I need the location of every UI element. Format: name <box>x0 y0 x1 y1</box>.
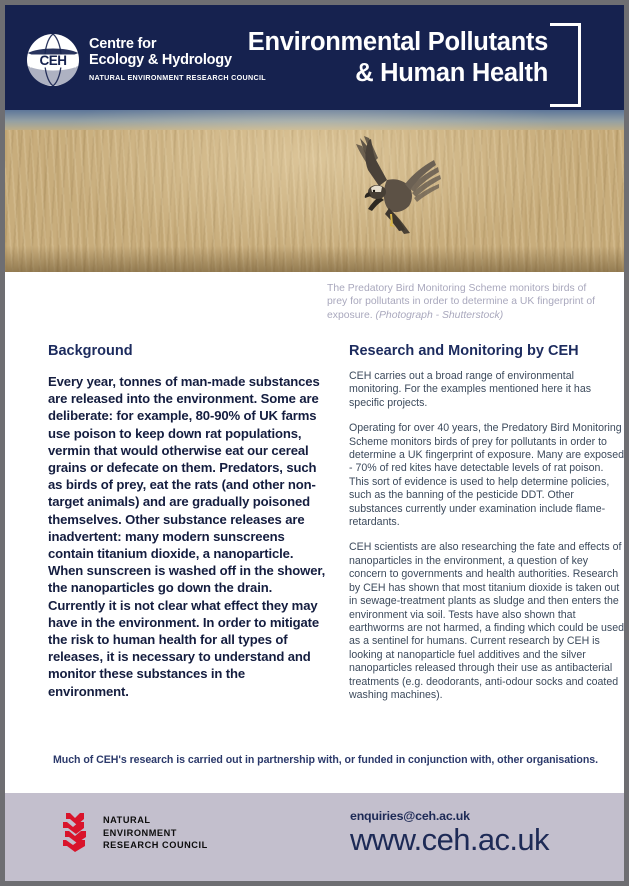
ceh-globe-icon <box>26 33 80 87</box>
nerc-line1: NATURAL <box>103 815 151 826</box>
page-title-line1: Environmental Pollutants <box>247 28 548 56</box>
research-body <box>349 370 624 702</box>
nerc-line3: RESEARCH COUNCIL <box>103 840 208 851</box>
research-column <box>349 343 624 702</box>
photo-caption-text: The Predatory Bird Monitoring Scheme monitors birds of prey for pollutants in order to determine a UK fingerprint of exposure. <box>327 283 595 321</box>
research-paragraph-2: Operating for over 40 years, the Predatory Bird Monitoring Scheme monitors birds of prey for pollutants in order to determine a UK fingerprint of exposure. Many are exposed - 70% of red kites have detectable levels of rat poison. This sort of evidence is used to help determine policies, such as the banning of the pesticide DDT. Other substances currently under examination include flame-retardants. <box>349 422 624 529</box>
background-column <box>48 343 326 702</box>
marsh-harrier-bird <box>335 134 445 246</box>
bracket-decoration-icon <box>550 23 581 107</box>
background-body <box>48 373 326 700</box>
ceh-logo-line2: Ecology & Hydrology <box>89 51 232 68</box>
nerc-logo <box>62 812 208 854</box>
page-title <box>218 27 548 89</box>
research-heading: Research and Monitoring by CEH <box>349 343 579 359</box>
body-columns <box>5 343 624 702</box>
background-paragraph: Every year, tonnes of man-made substances are released into the environment. Some are deliberate: for example, 80-90% of UK farms use poison to keep down rat populations, vermin that would otherwise eat our cereal grains or defecate on them. Predators, such as birds of prey, eat the rats (and other non-target animals) and are gradually poisoned themselves. Other substance releases are inadvertent: many modern sunscreens contain titanium dioxide, a nanoparticle. When sunscreen is washed off in the shower, the nanoparticles go down the drain. Currently it is not clear what effect they may have in the environment. In order to mitigate the risk to human health for all types of releases, it is necessary to understand and monitor these substances in the environment. <box>48 374 326 699</box>
svg-text:CEH: CEH <box>39 53 67 68</box>
photo-caption <box>327 282 605 322</box>
photo-caption-source: (Photograph - Shutterstock) <box>375 309 504 321</box>
nerc-line2: ENVIRONMENT <box>103 827 177 838</box>
background-heading: Background <box>48 343 133 359</box>
research-paragraph-3: CEH scientists are also researching the fate and effects of nanoparticles in the environment, a question of key concern to governments and health authorities. Research by CEH has shown that most titanium dioxide is taken out in sewage-treatment plants as sludge and then enters the environment via soil. Tests have also shown that earthworms are not harmed, a finding which could be used as a sentinel for humans. Current research by CEH is looking at nanoparticle fuel additives and the silver nanoparticles released through their use as antibacterial treatments (e.g. deodorants, anti-odour socks and coated washing machines). <box>349 541 624 701</box>
page-title-line2: & Human Health <box>355 59 548 87</box>
ceh-logo-council-line: NATURAL ENVIRONMENT RESEARCH COUNCIL <box>89 73 266 82</box>
ceh-logo-line1: Centre for <box>89 36 157 52</box>
header-banner <box>5 5 624 110</box>
partnership-note: Much of CEH's research is carried out in partnership with, or funded in conjunction with, other organisations. <box>53 754 599 766</box>
photo-foreground-shadow <box>5 246 624 272</box>
nerc-chevron-icon <box>62 812 92 854</box>
hero-photograph <box>5 110 624 272</box>
nerc-logo-text <box>103 814 208 851</box>
footer-band <box>5 793 624 881</box>
contact-block <box>350 809 549 858</box>
research-paragraph-1: CEH carries out a broad range of environmental monitoring. For the examples mentioned here it has specific projects. <box>349 370 592 409</box>
email-link[interactable]: enquiries@ceh.ac.uk <box>350 809 470 823</box>
poster-page <box>5 5 624 881</box>
website-link[interactable]: www.ceh.ac.uk <box>350 822 549 857</box>
